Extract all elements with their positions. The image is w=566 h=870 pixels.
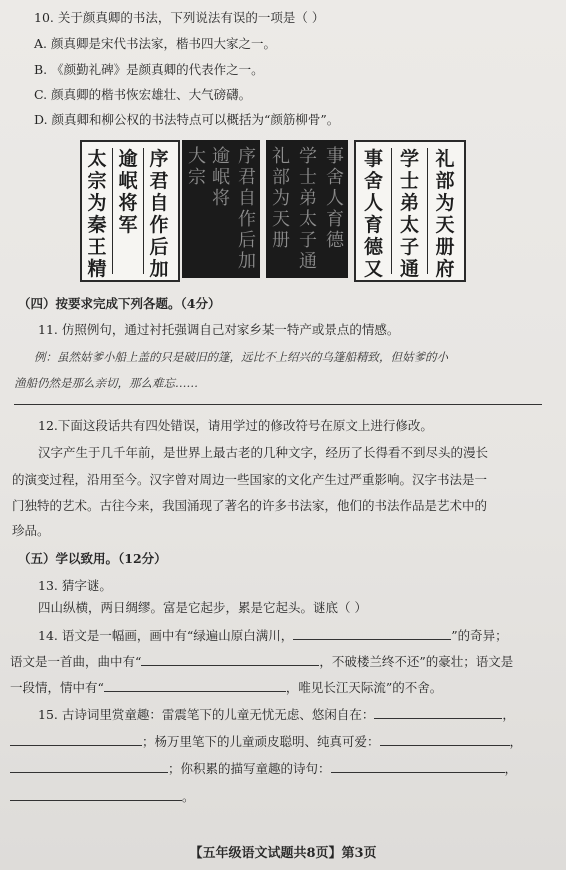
calligraphy-char: 子 [299, 230, 317, 251]
calligraphy-rubbing-right [266, 140, 348, 278]
section-5-heading: （五）学以致用。（12分） [18, 551, 167, 566]
calligraphy-char: 册 [272, 230, 290, 251]
rubbing-column [266, 146, 296, 272]
calligraphy-column [144, 148, 174, 280]
q14-text: ，不破楼兰终不还”的豪壮；语文是 [319, 654, 514, 669]
calligraphy-char: 士 [399, 170, 419, 192]
q14-blank-2[interactable] [141, 652, 319, 666]
q14-line1 [38, 626, 508, 644]
calligraphy-char: 弟 [299, 188, 317, 209]
calligraphy-char: 礼 [272, 146, 290, 167]
q10-option-d: D. 颜真卿和柳公权的书法特点可以概括为“颜筋柳骨”。 [34, 112, 340, 127]
calligraphy-char: 后 [238, 230, 256, 251]
calligraphy-char: 事 [326, 146, 344, 167]
calligraphy-char: 自 [149, 192, 169, 214]
calligraphy-column [113, 148, 144, 274]
calligraphy-char: 王 [87, 236, 107, 258]
calligraphy-char: 精 [87, 258, 107, 280]
q14-blank-1[interactable] [293, 626, 451, 640]
calligraphy-column [428, 148, 462, 280]
q15-text: ， [502, 707, 515, 722]
calligraphy-char: 舍 [326, 167, 344, 188]
calligraphy-char: 君 [238, 167, 256, 188]
calligraphy-char: 育 [363, 214, 383, 236]
calligraphy-char: 天 [272, 209, 290, 230]
q14-text: 语文是一首曲，曲中有“ [10, 654, 142, 669]
q11-example-line2: 渔船仍然是那么亲切，那么难忘…… [14, 376, 198, 390]
calligraphy-char: 将 [118, 192, 138, 214]
calligraphy-char: 事 [363, 148, 383, 170]
q12-passage-line: 珍品。 [12, 523, 50, 538]
calligraphy-column [356, 148, 392, 280]
calligraphy-char: 太 [87, 148, 107, 170]
calligraphy-char: 为 [87, 192, 107, 214]
q15-blank-2[interactable] [10, 732, 142, 746]
q14-text: ”的奇异； [451, 628, 508, 643]
calligraphy-char: 自 [238, 188, 256, 209]
calligraphy-char: 军 [118, 214, 138, 236]
q15-blank-1[interactable] [374, 705, 502, 719]
q11-prompt: 11. 仿照例句，通过衬托强调自己对家乡某一特产或景点的情感。 [38, 322, 400, 337]
calligraphy-char: 礼 [435, 148, 455, 170]
calligraphy-char: 序 [149, 148, 169, 170]
calligraphy-char: 大 [188, 146, 206, 167]
q15-text: 15. 古诗词里赏童趣：雷震笔下的儿童无忧无虑、悠闲自在： [38, 707, 375, 722]
page-footer: 【五年级语文试题共8页】第3页 [189, 846, 377, 861]
q11-example-line1: 例：虽然姑爹小船上盖的只是破旧的篷，远比不上绍兴的乌篷船精致，但姑爹的小 [34, 350, 448, 364]
calligraphy-char: 加 [149, 258, 169, 280]
calligraphy-char: 子 [399, 236, 419, 258]
calligraphy-char: 学 [299, 146, 317, 167]
q12-passage-line: 汉字产生于几千年前，是世界上最古老的几种文字，经历了长得看不到尽头的漫长 [38, 445, 489, 460]
calligraphy-char: 部 [435, 170, 455, 192]
q14-text: 一段情，情中有“ [10, 680, 104, 695]
q14-line2 [10, 652, 513, 670]
calligraphy-char: 作 [149, 214, 169, 236]
rubbing-column [293, 146, 323, 272]
calligraphy-char: 士 [299, 167, 317, 188]
calligraphy-char: 宗 [188, 167, 206, 188]
q14-text: 14. 语文是一幅画，画中有“绿遍山原白满川， [38, 628, 294, 643]
calligraphy-char: 岷 [118, 170, 138, 192]
calligraphy-char: 德 [326, 230, 344, 251]
q13-riddle: 四山纵横，两日绸缪。富是它起步，累是它起头。谜底（ ） [38, 600, 367, 615]
calligraphy-box-right [354, 140, 466, 282]
q10-stem: 10. 关于颜真卿的书法，下列说法有误的一项是（ ） [34, 10, 325, 25]
calligraphy-column [82, 148, 113, 280]
q15-text: ；杨万里笔下的儿童顽皮聪明、纯真可爱： [142, 734, 380, 749]
calligraphy-char: 人 [326, 188, 344, 209]
q15-line1 [38, 705, 515, 723]
q15-text: ， [504, 761, 518, 776]
calligraphy-char: 又 [363, 258, 383, 280]
q10-option-a: A. 颜真卿是宋代书法家，楷书四大家之一。 [34, 36, 276, 51]
q12-passage-line: 门独特的艺术。古往今来，我国涌现了著名的许多书法家，他们的书法作品是艺术中的 [12, 498, 488, 513]
calligraphy-char: 岷 [212, 167, 230, 188]
calligraphy-char: 德 [363, 236, 383, 258]
q15-line3 [10, 759, 517, 777]
q15-line2 [10, 732, 522, 750]
calligraphy-char: 作 [238, 209, 256, 230]
q15-line4 [10, 787, 195, 805]
calligraphy-char: 将 [212, 188, 230, 209]
q13-title: 13. 猜字谜。 [38, 578, 112, 593]
q15-blank-5[interactable] [331, 759, 505, 773]
q15-text: ；你积累的描写童趣的诗句： [168, 761, 331, 776]
calligraphy-char: 为 [272, 188, 290, 209]
q14-text: ，唯见长江天际流”的不舍。 [285, 680, 443, 695]
calligraphy-column [392, 148, 428, 280]
calligraphy-char: 太 [399, 214, 419, 236]
q10-option-b: B. 《颜勤礼碑》是颜真卿的代表作之一。 [34, 62, 264, 77]
calligraphy-char: 舍 [363, 170, 383, 192]
calligraphy-char: 逾 [118, 148, 138, 170]
q11-answer-line[interactable] [14, 404, 542, 405]
calligraphy-char: 学 [399, 148, 419, 170]
calligraphy-char: 加 [238, 251, 256, 272]
q15-text: 。 [182, 789, 195, 804]
calligraphy-char: 太 [299, 209, 317, 230]
calligraphy-char: 为 [435, 192, 455, 214]
calligraphy-char: 通 [399, 258, 419, 280]
calligraphy-char: 天 [435, 214, 455, 236]
calligraphy-char: 通 [299, 251, 317, 272]
q15-blank-6[interactable] [10, 787, 182, 801]
calligraphy-char: 册 [435, 236, 455, 258]
calligraphy-char: 人 [363, 192, 383, 214]
calligraphy-char: 君 [149, 170, 169, 192]
calligraphy-char: 逾 [212, 146, 230, 167]
calligraphy-rubbing-left [182, 140, 260, 278]
q15-text: ， [509, 734, 523, 749]
q15-blank-4[interactable] [10, 759, 168, 773]
calligraphy-char: 秦 [87, 214, 107, 236]
q12-prompt: 12.下面这段话共有四处错误，请用学过的修改符号在原文上进行修改。 [38, 418, 433, 433]
calligraphy-char: 宗 [87, 170, 107, 192]
calligraphy-char: 育 [326, 209, 344, 230]
q14-line3 [10, 678, 442, 696]
calligraphy-char: 后 [149, 236, 169, 258]
rubbing-column [232, 146, 262, 272]
calligraphy-char: 弟 [399, 192, 419, 214]
calligraphy-box-left [80, 140, 180, 282]
q14-blank-3[interactable] [104, 678, 286, 692]
q12-passage-line: 的演变过程，沿用至今。汉字曾对周边一些国家的文化产生过严重影响。汉字书法是一 [12, 472, 488, 487]
rubbing-column [320, 146, 350, 272]
q10-option-c: C. 颜真卿的楷书恢宏雄壮、大气磅礴。 [34, 87, 252, 102]
section-4-heading: （四）按要求完成下列各题。（4分） [18, 296, 221, 311]
q15-blank-3[interactable] [380, 732, 510, 746]
calligraphy-char: 府 [435, 258, 455, 280]
calligraphy-char: 序 [238, 146, 256, 167]
calligraphy-char: 部 [272, 167, 290, 188]
